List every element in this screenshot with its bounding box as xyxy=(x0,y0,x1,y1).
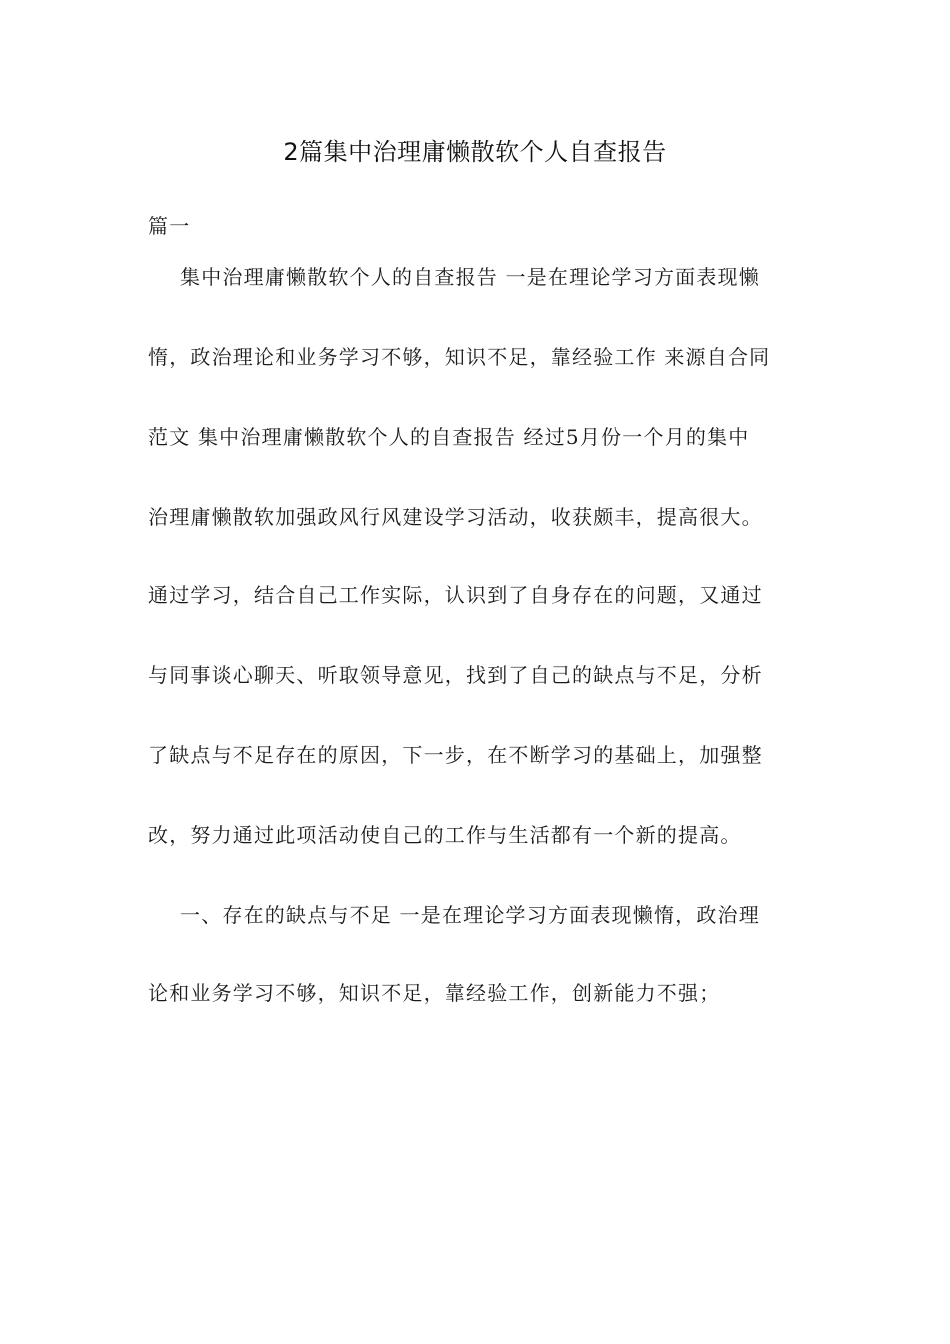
section-label: 篇一 xyxy=(148,214,191,238)
paragraph-line: 一、存在的缺点与不足 一是在理论学习方面表现懒惰，政治理 xyxy=(180,903,760,927)
paragraph-line: 与同事谈心聊天、听取领导意见，找到了自己的缺点与不足，分析 xyxy=(148,663,763,687)
paragraph-line: 通过学习，结合自己工作实际，认识到了自身存在的问题，又通过 xyxy=(148,583,763,607)
document-title: 2篇集中治理庸懒散软个人自查报告 xyxy=(283,138,667,166)
paragraph-line: 论和业务学习不够，知识不足，靠经验工作，创新能力不强； xyxy=(148,981,721,1005)
paragraph-line: 改，努力通过此项活动使自己的工作与生活都有一个新的提高。 xyxy=(148,823,742,847)
paragraph-line: 惰，政治理论和业务学习不够，知识不足，靠经验工作 来源自合同 xyxy=(148,345,771,369)
paragraph-line: 了缺点与不足存在的原因，下一步，在不断学习的基础上，加强整 xyxy=(148,743,763,767)
paragraph-line: 集中治理庸懒散软个人的自查报告 一是在理论学习方面表现懒 xyxy=(180,265,760,289)
paragraph-line: 治理庸懒散软加强政风行风建设学习活动，收获颇丰，提高很大。 xyxy=(148,505,763,529)
paragraph-line: 范文 集中治理庸懒散软个人的自查报告 经过5月份一个月的集中 xyxy=(148,425,750,449)
